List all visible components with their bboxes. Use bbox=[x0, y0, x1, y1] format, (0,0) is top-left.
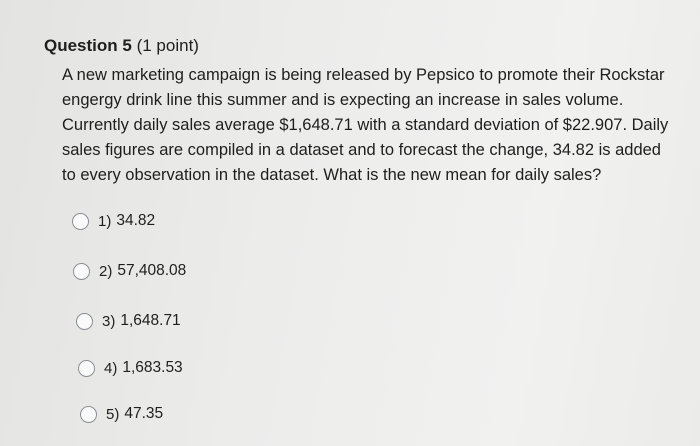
option-value: 57,408.08 bbox=[117, 262, 187, 279]
option-5[interactable] bbox=[80, 405, 163, 423]
question-points: (1 point) bbox=[136, 36, 199, 55]
radio-button[interactable] bbox=[76, 313, 93, 330]
option-value: 47.35 bbox=[124, 405, 164, 422]
option-number: 4) bbox=[104, 359, 118, 377]
question-header bbox=[44, 35, 199, 57]
option-number: 2) bbox=[99, 262, 113, 280]
option-1[interactable] bbox=[72, 212, 155, 230]
option-number: 3) bbox=[102, 312, 116, 330]
radio-button[interactable] bbox=[78, 360, 95, 377]
option-4[interactable] bbox=[78, 359, 183, 377]
option-3[interactable] bbox=[76, 312, 181, 330]
radio-button[interactable] bbox=[80, 406, 97, 423]
question-title: Question 5 bbox=[44, 36, 132, 55]
radio-button[interactable] bbox=[73, 263, 90, 280]
radio-button[interactable] bbox=[72, 213, 89, 230]
option-number: 1) bbox=[98, 212, 112, 230]
option-value: 1,683.53 bbox=[122, 359, 183, 376]
question-text: A new marketing campaign is being released by Pepsico to promote their Rockstar engergy drink line this summer and is expecting an increase in sales volume. Currently daily sales average $1,648.71 with a standard deviation of $22.907. Daily sales figures are compiled in a dataset and to forecast the change, 34.82 is added to every observation in the dataset. What is the new mean for daily sales? bbox=[62, 66, 669, 184]
option-number: 5) bbox=[106, 405, 120, 423]
option-value: 34.82 bbox=[116, 212, 156, 229]
option-value: 1,648.71 bbox=[120, 312, 181, 329]
option-2[interactable] bbox=[73, 262, 186, 280]
